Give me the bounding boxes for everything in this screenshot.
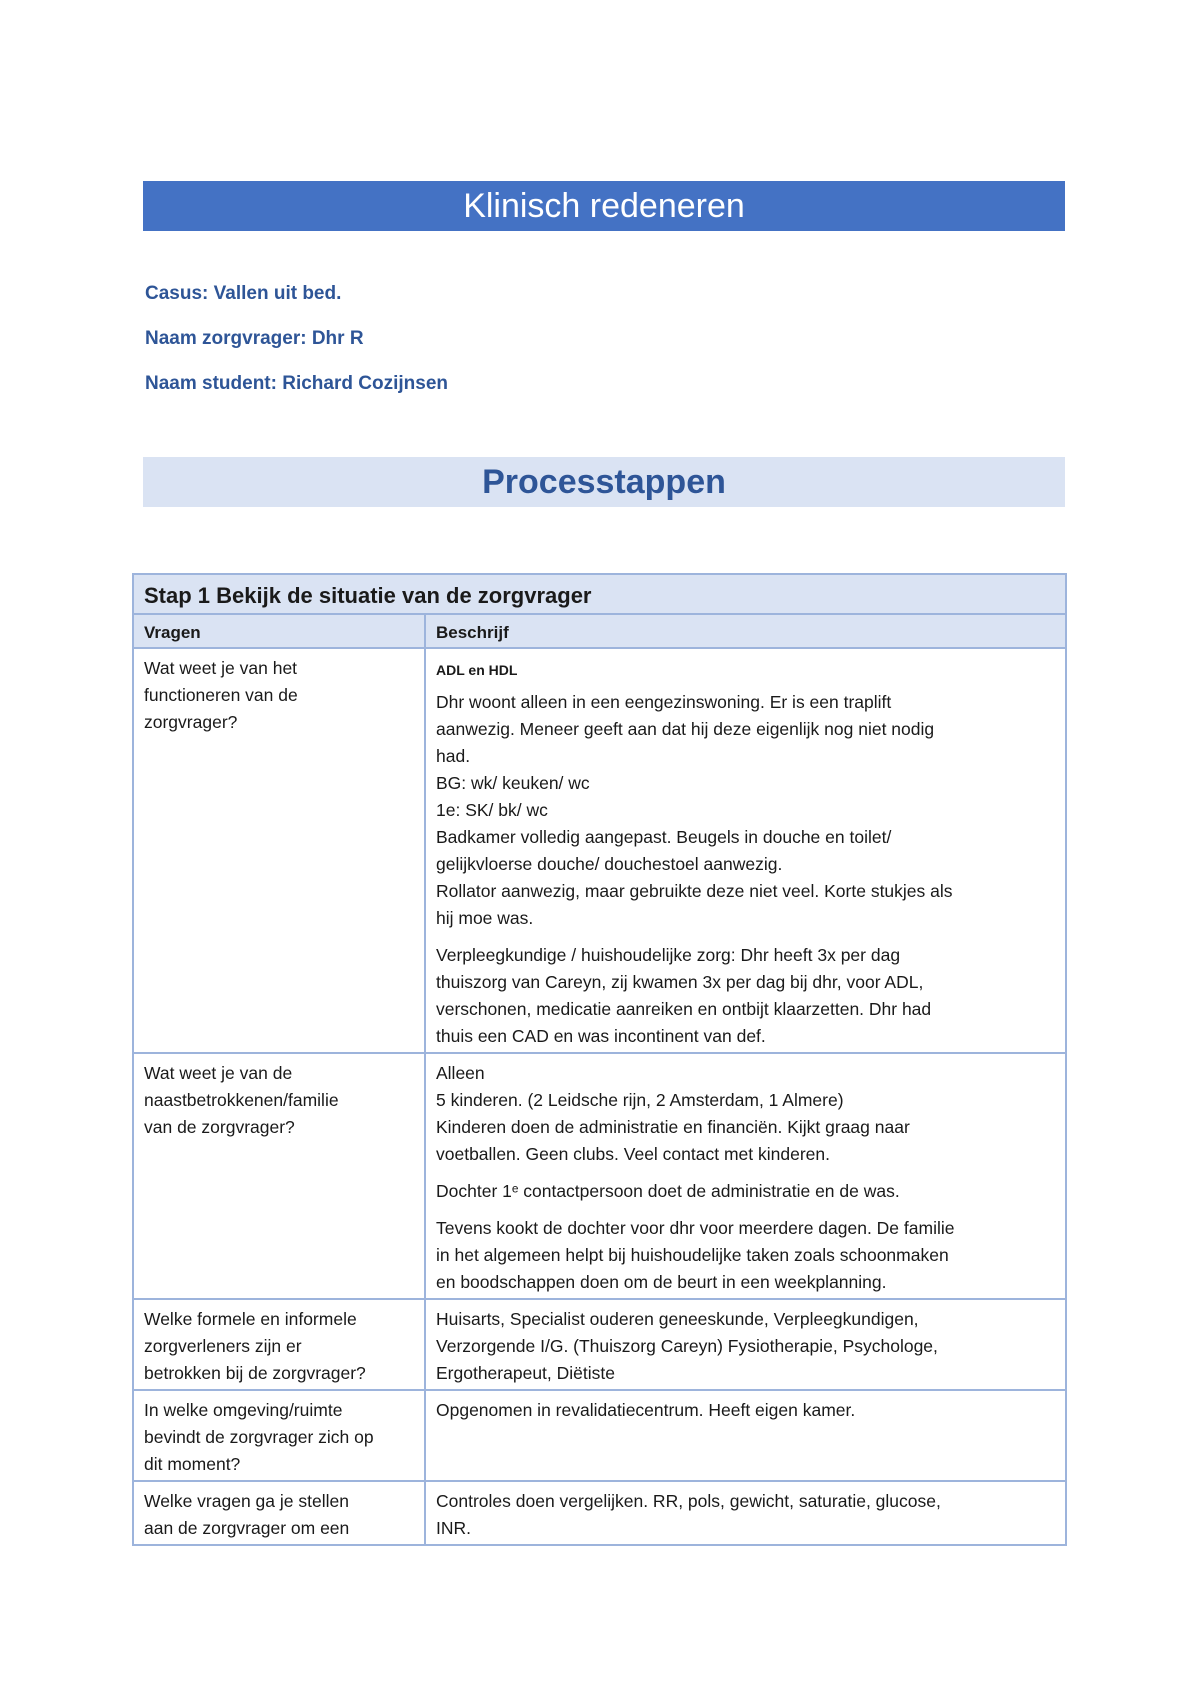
answer-line: had. xyxy=(436,746,471,766)
column-header-questions: Vragen xyxy=(133,614,425,648)
column-header-row xyxy=(133,614,1066,648)
answer-line: en boodschappen doen om de beurt in een weekplanning. xyxy=(436,1272,887,1292)
question-line: In welke omgeving/ruimte xyxy=(144,1400,343,1420)
answer-line: gelijkvloerse douche/ douchestoel aanwezig. xyxy=(436,854,783,874)
question-line: naastbetrokkenen/familie xyxy=(144,1090,339,1110)
answer-line: Tevens kookt de dochter voor dhr voor meerdere dagen. De familie xyxy=(436,1218,955,1238)
answer-cell xyxy=(425,1299,1066,1390)
step-title: Stap 1 Bekijk de situatie van de zorgvrager xyxy=(133,574,1066,614)
answer-line: INR. xyxy=(436,1518,471,1538)
answer-line: Dhr woont alleen in een eengezinswoning. Er is een traplift xyxy=(436,692,892,712)
client-name-label: Naam zorgvrager: Dhr R xyxy=(145,328,364,349)
answer-line: Huisarts, Specialist ouderen geneeskunde, Verpleegkundigen, xyxy=(436,1309,919,1329)
answer-line: Badkamer volledig aangepast. Beugels in douche en toilet/ xyxy=(436,827,892,847)
answer-line: aanwezig. Meneer geeft aan dat hij deze eigenlijk nog niet nodig xyxy=(436,719,935,739)
answer-line: Controles doen vergelijken. RR, pols, gewicht, saturatie, glucose, xyxy=(436,1491,941,1511)
answer-paragraph xyxy=(436,1060,1055,1168)
question-line: Wat weet je van de xyxy=(144,1063,293,1083)
answer-line: BG: wk/ keuken/ wc xyxy=(436,773,590,793)
question-line: aan de zorgvrager om een xyxy=(144,1518,350,1538)
answer-line: thuiszorg van Careyn, zij kwamen 3x per dag bij dhr, voor ADL, xyxy=(436,972,924,992)
answer-cell xyxy=(425,648,1066,1053)
question-cell xyxy=(133,1390,425,1481)
section-title: Processtappen xyxy=(143,457,1065,507)
student-name-label: Naam student: Richard Cozijnsen xyxy=(145,373,448,394)
answer-line: in het algemeen helpt bij huishoudelijke taken zoals schoonmaken xyxy=(436,1245,949,1265)
answer-cell xyxy=(425,1053,1066,1299)
step-header-row xyxy=(133,574,1066,614)
answer-paragraph xyxy=(436,1306,1055,1387)
question-cell xyxy=(133,1299,425,1390)
document-title: Klinisch redeneren xyxy=(143,181,1065,231)
answer-line: Ergotherapeut, Diëtiste xyxy=(436,1363,615,1383)
answer-line: Alleen xyxy=(436,1063,485,1083)
answer-line: thuis een CAD en was incontinent van def. xyxy=(436,1026,766,1046)
answer-line: Verzorgende I/G. (Thuiszorg Careyn) Fysiotherapie, Psychologe, xyxy=(436,1336,938,1356)
question-cell xyxy=(133,1481,425,1545)
question-line: Welke formele en informele xyxy=(144,1309,357,1329)
answer-cell xyxy=(425,1481,1066,1545)
answer-paragraph xyxy=(436,1488,1055,1542)
answer-line: voetballen. Geen clubs. Veel contact met kinderen. xyxy=(436,1144,830,1164)
table-row xyxy=(133,1299,1066,1390)
question-cell xyxy=(133,648,425,1053)
question-line: dit moment? xyxy=(144,1454,241,1474)
table-row xyxy=(133,1481,1066,1545)
answer-line: Rollator aanwezig, maar gebruikte deze niet veel. Korte stukjes als xyxy=(436,881,953,901)
answer-line: Dochter 1ᵉ contactpersoon doet de administratie en de was. xyxy=(436,1181,900,1201)
answer-line: Kinderen doen de administratie en financiën. Kijkt graag naar xyxy=(436,1117,910,1137)
question-line: zorgvrager? xyxy=(144,712,238,732)
answer-line: hij moe was. xyxy=(436,908,534,928)
answer-paragraph xyxy=(436,1215,1055,1296)
answer-cell xyxy=(425,1390,1066,1481)
table-row xyxy=(133,1390,1066,1481)
question-line: functioneren van de xyxy=(144,685,298,705)
question-line: betrokken bij de zorgvrager? xyxy=(144,1363,366,1383)
column-header-describe: Beschrijf xyxy=(425,614,1066,648)
question-line: van de zorgvrager? xyxy=(144,1117,295,1137)
question-line: zorgverleners zijn er xyxy=(144,1336,302,1356)
answer-line: verschonen, medicatie aanreiken en ontbijt klaarzetten. Dhr had xyxy=(436,999,932,1019)
question-line: Wat weet je van het xyxy=(144,658,298,678)
answer-line: 5 kinderen. (2 Leidsche rijn, 2 Amsterdam, 1 Almere) xyxy=(436,1090,844,1110)
case-label: Casus: Vallen uit bed. xyxy=(145,283,342,304)
answer-line: 1e: SK/ bk/ wc xyxy=(436,800,548,820)
question-cell xyxy=(133,1053,425,1299)
answer-subheading: ADL en HDL xyxy=(436,662,518,678)
answer-paragraph xyxy=(436,942,1055,1050)
answer-line: Verpleegkundige / huishoudelijke zorg: Dhr heeft 3x per dag xyxy=(436,945,901,965)
answer-line: Opgenomen in revalidatiecentrum. Heeft eigen kamer. xyxy=(436,1400,856,1420)
table-row xyxy=(133,648,1066,1053)
question-line: bevindt de zorgvrager zich op xyxy=(144,1427,374,1447)
answer-paragraph xyxy=(436,1397,1055,1424)
question-line: Welke vragen ga je stellen xyxy=(144,1491,349,1511)
step-table xyxy=(132,573,1067,1546)
answer-paragraph xyxy=(436,689,1055,932)
answer-paragraph xyxy=(436,1178,1055,1205)
table-row xyxy=(133,1053,1066,1299)
